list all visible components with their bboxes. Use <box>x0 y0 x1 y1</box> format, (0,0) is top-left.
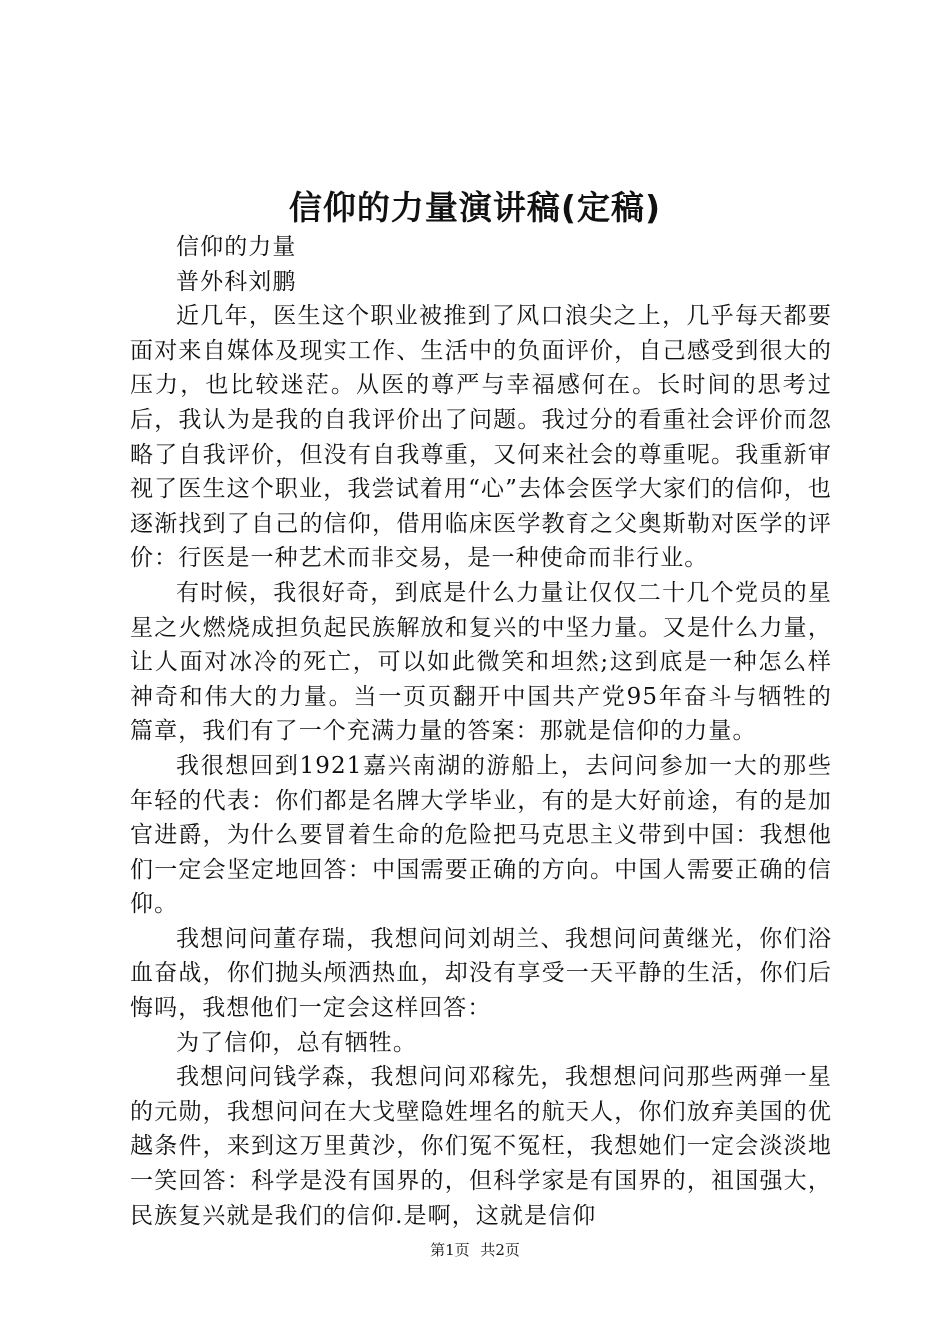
body-paragraph: 我想问问董存瑞，我想问问刘胡兰、我想问问黄继光，你们浴血奋战，你们抛头颅洒热血，却没有享受一天平静的生活，你们后悔吗，我想他们一定会这样回答： <box>130 925 832 1022</box>
document-body <box>130 230 832 1233</box>
body-paragraph: 近几年，医生这个职业被推到了风口浪尖之上，几乎每天都要面对来自媒体及现实工作、生活中的负面评价，自己感受到很大的压力，也比较迷茫。从医的尊严与幸福感何在。长时间的思考过后，我认为是我的自我评价出了问题。我过分的看重社会评价而忽略了自我评价，但没有自我尊重，又何来社会的尊重呢。我重新审视了医生这个职业，我尝试着用“心”去体会医学大家们的信仰，也逐渐找到了自己的信仰，借用临床医学教育之父奥斯勒对医学的评价：行医是一种艺术而非交易，是一种使命而非行业。 <box>130 303 832 572</box>
body-paragraph: 有时候，我很好奇，到底是什么力量让仅仅二十几个党员的星星之火燃烧成担负起民族解放和复兴的中坚力量。又是什么力量，让人面对冰冷的死亡，可以如此微笑和坦然;这到底是一种怎么样神奇和伟大的力量。当一页页翻开中国共产党95年奋斗与牺牲的篇章，我们有了一个充满力量的答案：那就是信仰的力量。 <box>130 579 832 745</box>
page-total: 共2页 <box>480 1241 520 1259</box>
body-paragraph: 为了信仰，总有牺牲。 <box>176 1029 417 1056</box>
body-paragraph: 我想问问钱学森，我想问问邓稼先，我想想问问那些两弹一星的元勋，我想问问在大戈壁隐姓埋名的航天人，你们放弃美国的优越条件，来到这万里黄沙，你们冤不冤枉，我想她们一定会淡淡地一笑回答：科学是没有国界的，但科学家是有国界的，祖国强大，民族复兴就是我们的信仰.是啊，这就是信仰 <box>130 1064 832 1229</box>
body-paragraph: 我很想回到1921嘉兴南湖的游船上，去问问参加一大的那些年轻的代表：你们都是名牌大学毕业，有的是大好前途，有的是加官进爵，为什么要冒着生命的危险把马克思主义带到中国：我想他们一定会坚定地回答：中国需要正确的方向。中国人需要正确的信仰。 <box>130 752 832 918</box>
author-line: 普外科刘鹏 <box>176 268 297 295</box>
document-title: 信仰的力量演讲稿(定稿) <box>288 188 662 227</box>
speech-heading: 信仰的力量 <box>176 234 297 260</box>
page-number: 第1页 <box>430 1241 470 1259</box>
page-footer <box>0 1240 950 1260</box>
